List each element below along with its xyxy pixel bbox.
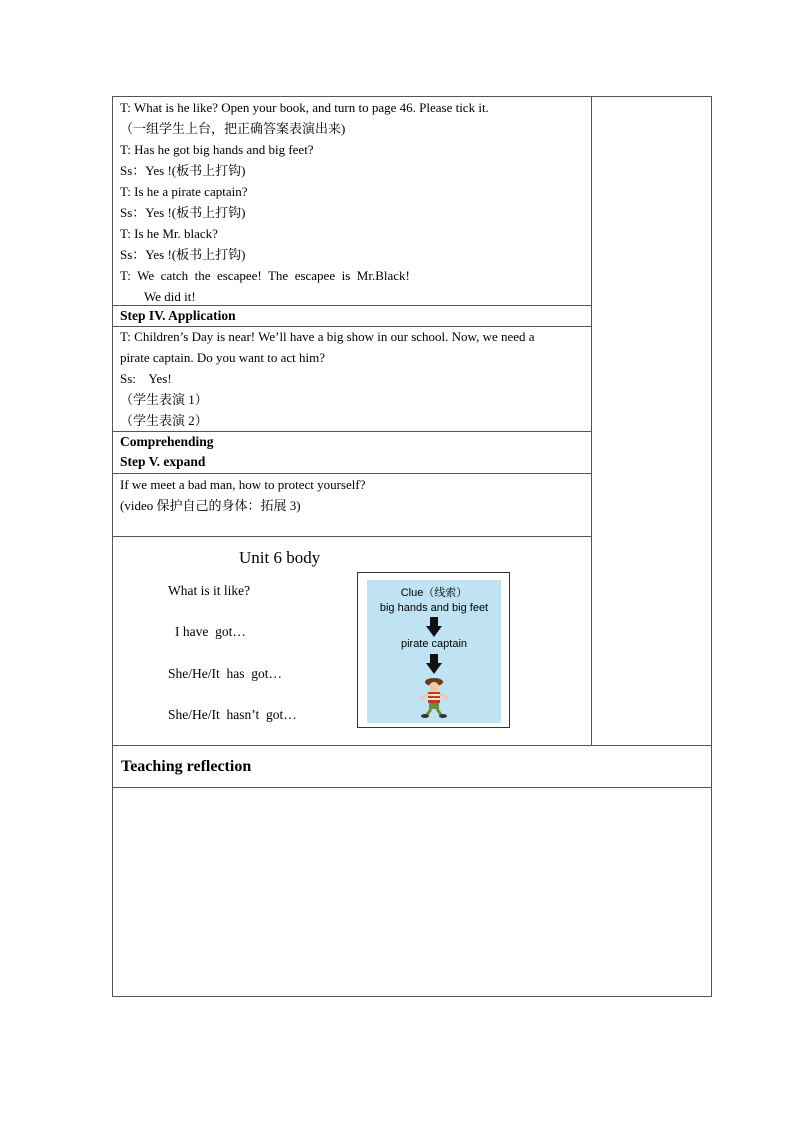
clue-title: Clue（线索）: [400, 587, 468, 599]
reflection-area: [113, 788, 711, 995]
step5-heading: [120, 432, 588, 472]
comprehending-label: Comprehending: [120, 434, 214, 449]
table-bottom-border: [112, 996, 712, 997]
dialogue-line: （学生表演 1）: [120, 392, 208, 407]
clue-line: pirate captain: [400, 638, 468, 650]
down-arrow-icon: [426, 617, 442, 637]
dialogue-line: T: We catch the escapee! The escapee is Mr.Black!: [120, 268, 410, 283]
clue-panel: [367, 580, 501, 723]
step5-label: Step V. expand: [120, 454, 206, 469]
dialogue-line: Ss：Yes !(板书上打钩): [120, 205, 246, 220]
dialogue-line: Ss：Yes !(板书上打钩): [120, 247, 246, 262]
step4-cell: [120, 326, 588, 431]
step4-heading: Step IV. Application: [120, 308, 236, 323]
row-divider: [112, 745, 712, 746]
dialogue-line: pirate captain. Do you want to act him?: [120, 350, 326, 365]
table-right-border: [711, 96, 712, 996]
question-line: If we meet a bad man, how to protect yourself?: [120, 477, 366, 492]
dialogue-line: Ss: Yes!: [120, 371, 172, 386]
dialogue-line: T: Is he Mr. black?: [120, 226, 218, 241]
video-line: (video 保护自己的身体：拓展 3): [120, 498, 301, 513]
dialogue-line: T: Is he a pirate captain?: [120, 184, 248, 199]
dialogue-line: T: What is he like? Open your book, and turn to page 46. Please tick it.: [120, 100, 489, 115]
board-line: What is it like?: [168, 583, 251, 598]
reflection-heading: Teaching reflection: [121, 758, 252, 775]
board-line: She/He/It hasn’t got…: [168, 707, 297, 722]
dialogue-line: （一组学生上台，把正确答案表演出来): [120, 121, 346, 136]
dialogue-line: Ss：Yes !(板书上打钩): [120, 163, 246, 178]
dialogue-line: T: Children’s Day is near! We’ll have a big show in our school. Now, we need a: [120, 329, 535, 344]
dialogue-line: （学生表演 2）: [120, 413, 208, 428]
pirate-illustration: [414, 676, 454, 718]
clue-figure: [357, 572, 510, 728]
down-arrow-icon: [426, 654, 442, 674]
dialogue-line: T: Has he got big hands and big feet?: [120, 142, 314, 157]
board-line: She/He/It has got…: [168, 666, 282, 681]
procedure-cell: [120, 97, 588, 307]
board-line: I have got…: [175, 624, 246, 639]
board-title: Unit 6 body: [239, 548, 321, 567]
row-divider: [112, 536, 591, 537]
column-divider: [591, 96, 592, 745]
step5-cell: [120, 474, 588, 516]
clue-line: big hands and big feet: [379, 602, 489, 614]
dialogue-line: We did it!: [144, 289, 196, 304]
